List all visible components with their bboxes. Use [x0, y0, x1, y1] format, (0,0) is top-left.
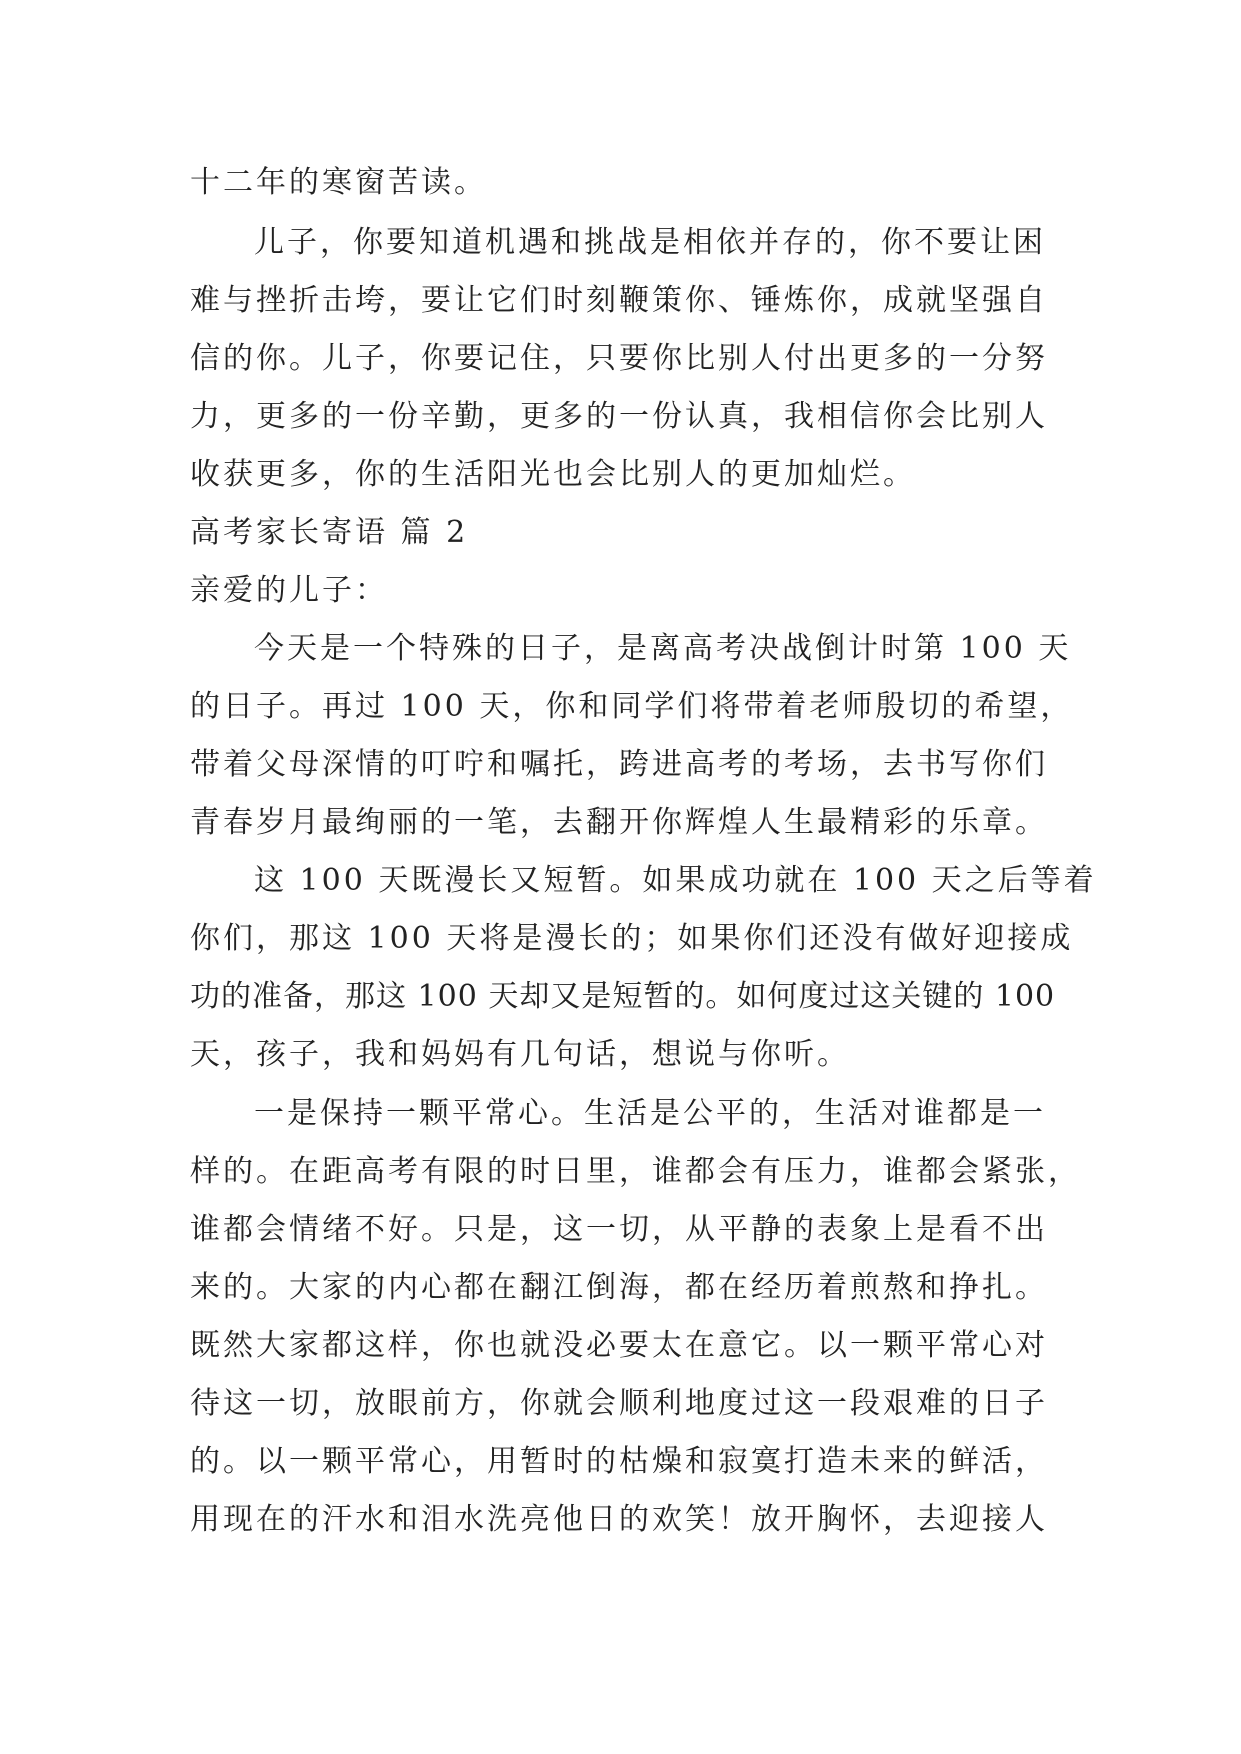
text-line: 收获更多，你的生活阳光也会比别人的更加灿烂。: [190, 457, 916, 492]
text-line: 力，更多的一份辛勤，更多的一份认真，我相信你会比别人: [190, 399, 1048, 434]
text-line: 待这一切，放眼前方，你就会顺利地度过这一段艰难的日子: [190, 1386, 1048, 1421]
text-line: 带着父母深情的叮咛和嘱托，跨进高考的考场，去书写你们: [190, 747, 1048, 782]
text-line: 功的准备，那这 100 天却又是短暂的。如何度过这关键的 100: [190, 979, 1056, 1014]
text-line: 谁都会情绪不好。只是，这一切，从平静的表象上是看不出: [190, 1212, 1048, 1247]
text-line: 的日子。再过 100 天，你和同学们将带着老师殷切的希望，: [190, 689, 1074, 724]
text-line: 一是保持一颗平常心。生活是公平的，生活对谁都是一: [254, 1096, 1046, 1131]
text-line: 你们，那这 100 天将是漫长的；如果你们还没有做好迎接成: [190, 921, 1074, 956]
text-line: 今天是一个特殊的日子，是离高考决战倒计时第 100 天: [254, 631, 1072, 666]
text-line: 既然大家都这样，你也就没必要太在意它。以一颗平常心对: [190, 1328, 1048, 1363]
text-line: 样的。在距高考有限的时日里，谁都会有压力，谁都会紧张，: [190, 1154, 1081, 1189]
salutation: 亲爱的儿子：: [190, 573, 388, 608]
text-line: 青春岁月最绚丽的一笔，去翻开你辉煌人生最精彩的乐章。: [190, 805, 1048, 840]
text-line: 这 100 天既漫长又短暂。如果成功就在 100 天之后等着: [254, 863, 1097, 898]
section-heading: 高考家长寄语 篇 2: [190, 515, 469, 550]
text-line: 难与挫折击垮，要让它们时刻鞭策你、锤炼你，成就坚强自: [190, 283, 1048, 318]
text-line: 用现在的汗水和泪水洗亮他日的欢笑！放开胸怀，去迎接人: [190, 1502, 1048, 1537]
text-line: 十二年的寒窗苦读。: [190, 165, 487, 200]
text-line: 儿子，你要知道机遇和挑战是相依并存的，你不要让困: [254, 225, 1046, 260]
text-line: 来的。大家的内心都在翻江倒海，都在经历着煎熬和挣扎。: [190, 1270, 1048, 1305]
text-line: 天，孩子，我和妈妈有几句话，想说与你听。: [190, 1037, 850, 1072]
text-line: 信的你。儿子，你要记住，只要你比别人付出更多的一分努: [190, 341, 1048, 376]
text-line: 的。以一颗平常心，用暂时的枯燥和寂寞打造未来的鲜活，: [190, 1444, 1048, 1479]
